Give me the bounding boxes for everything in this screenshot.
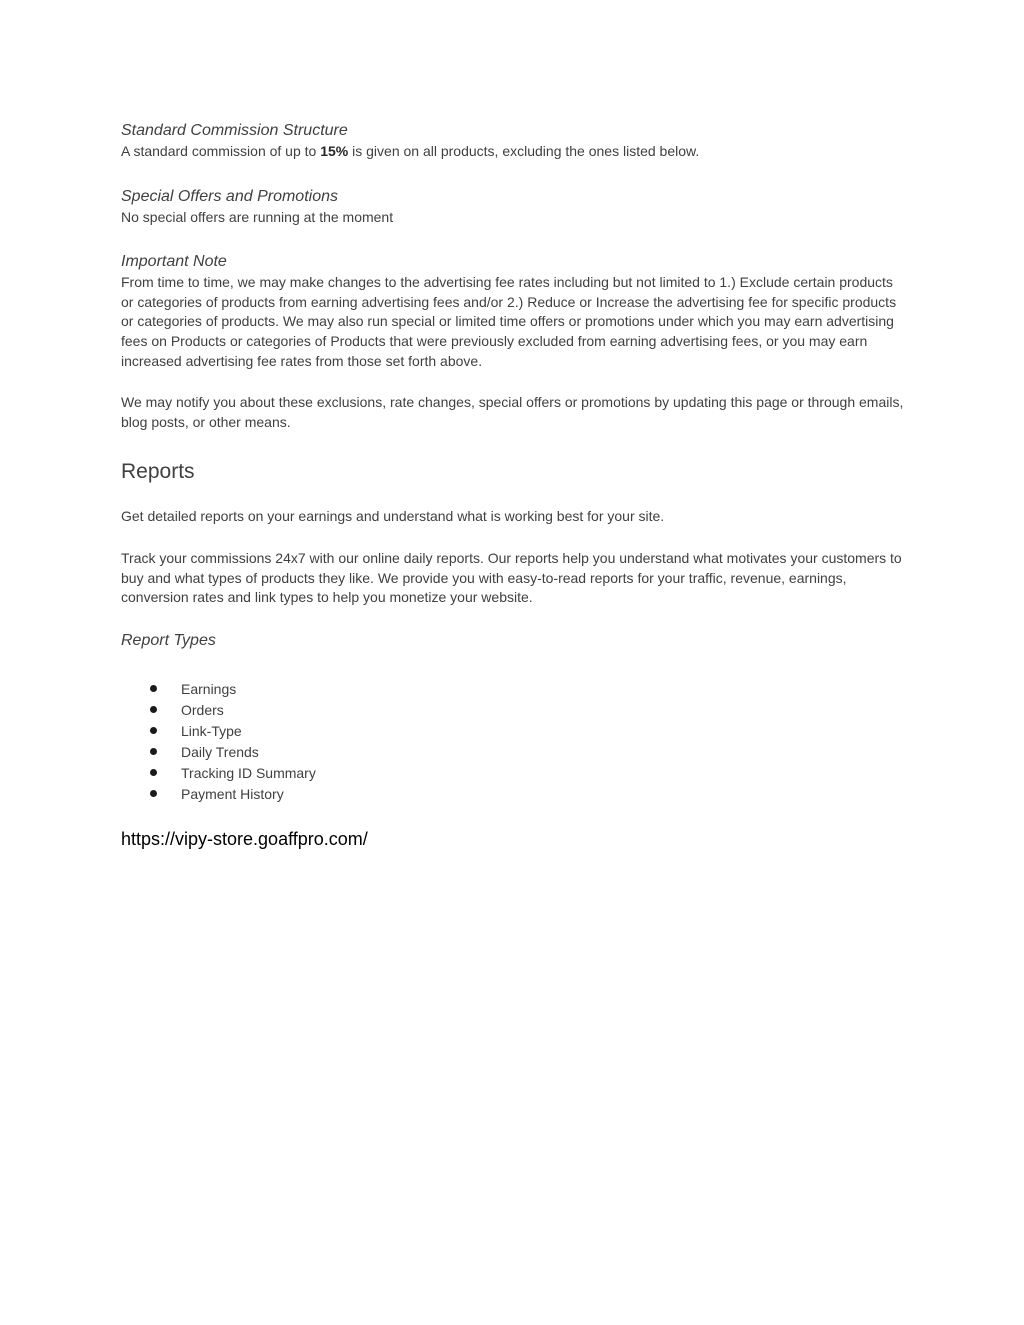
special-offers-text: No special offers are running at the moment	[121, 208, 394, 225]
list-item	[150, 763, 906, 784]
report-type-label: Orders	[181, 701, 224, 718]
special-offers-heading: Special Offers and Promotions	[121, 187, 338, 205]
bullet-icon	[150, 685, 157, 692]
important-note-paragraph-2: We may notify you about these exclusions, rate changes, special offers or promotions by updating this page or through emails, blog posts, or other means.	[121, 394, 904, 430]
standard-text-before: A standard commission of up to	[121, 143, 321, 159]
affiliate-store-link[interactable]: https://vipy-store.goaffpro.com/	[121, 828, 368, 849]
report-type-label: Tracking ID Summary	[181, 764, 316, 781]
document-content	[121, 120, 906, 851]
list-item	[150, 742, 906, 763]
bullet-icon	[150, 748, 157, 755]
report-type-label: Payment History	[181, 785, 284, 802]
report-types-list	[121, 679, 906, 805]
important-note-heading: Important Note	[121, 253, 227, 271]
bullet-icon	[150, 790, 157, 797]
standard-text-after: is given on all products, excluding the ones listed below.	[348, 143, 700, 159]
commission-rate: 15%	[320, 143, 349, 159]
reports-details: Track your commissions 24x7 with our online daily reports. Our reports help you understand what motivates your customers to buy and what types of products they like. We provide you with easy-to-read reports for your traffic, revenue, earnings, conversion rates and link types to help you monetize your website.	[121, 549, 902, 606]
list-item	[150, 700, 906, 721]
bullet-icon	[150, 727, 157, 734]
list-item	[150, 679, 906, 700]
important-note-paragraph-1: From time to time, we may make changes to the advertising fee rates including but not limited to 1.) Exclude certain products or categories of products from earning advertising fees and/or 2.) Reduce or Increase the advertising fee for specific products or categories of products. We may also run special or limited time offers or promotions under which you may earn advertising fees on Products or categories of Products that were previously excluded from earning advertising fees, or you may earn increased advertising fee rates from those set forth above.	[121, 274, 897, 369]
list-item	[150, 784, 906, 805]
report-types-heading: Report Types	[121, 631, 216, 649]
report-type-label: Earnings	[181, 680, 237, 697]
reports-intro: Get detailed reports on your earnings and understand what is working best for your site.	[121, 508, 665, 525]
report-type-label: Link-Type	[181, 722, 242, 739]
list-item	[150, 721, 906, 742]
standard-commission-text	[121, 142, 906, 162]
standard-commission-heading: Standard Commission Structure	[121, 122, 348, 139]
bullet-icon	[150, 706, 157, 713]
report-type-label: Daily Trends	[181, 743, 259, 760]
bullet-icon	[150, 769, 157, 776]
reports-title: Reports	[121, 460, 195, 484]
